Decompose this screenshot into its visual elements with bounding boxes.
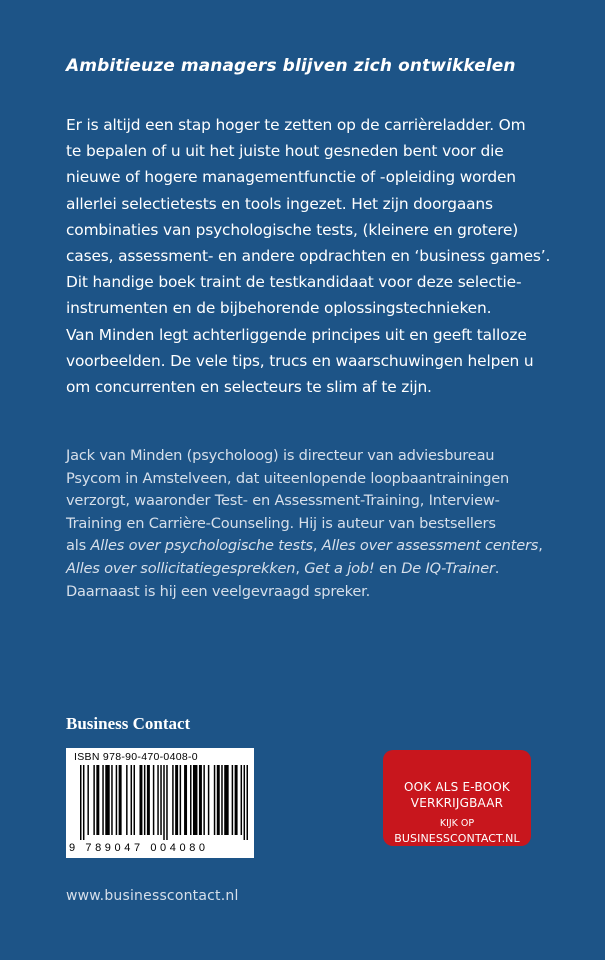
barcode-bar [184, 765, 187, 835]
barcode-bar [139, 765, 142, 835]
book-title: De IQ-Trainer [401, 559, 495, 577]
barcode-bar [217, 765, 220, 835]
barcode-bar [193, 765, 197, 835]
barcode-bar [232, 765, 233, 835]
bio-text: . [494, 559, 500, 577]
author-bio [66, 445, 596, 603]
bio-text: als [66, 537, 91, 555]
book-title: Alles over psychologische tests [90, 537, 313, 555]
barcode-bar [175, 765, 178, 835]
description-line: cases, assessment- en andere opdrachten en ‘business games’. [66, 247, 551, 266]
barcode-bar [87, 765, 88, 835]
barcode-bar [221, 765, 222, 835]
bio-line-bestsellers [66, 535, 596, 558]
barcode-bar [180, 765, 181, 835]
barcode-bar [157, 765, 158, 835]
description-line: Van Minden legt achterliggende principes uit en geeft talloze [66, 325, 527, 344]
bio-line: verzorgt, waaronder Test- en Assessment-Training, Interview- [66, 492, 500, 510]
bio-text: en [374, 559, 402, 577]
badge-line: BUSINESSCONTACT.NL [394, 832, 520, 845]
barcode-bar [208, 765, 209, 835]
barcode-bar [166, 765, 167, 840]
barcode-bar [134, 765, 135, 835]
barcode-bar [214, 765, 215, 835]
book-description [66, 112, 586, 400]
bio-line-bestsellers [66, 558, 596, 581]
barcode-bar [163, 765, 164, 840]
description-line: Er is altijd een stap hoger te zetten op de carrièreladder. Om [66, 116, 526, 134]
barcode-bar [144, 765, 145, 835]
book-title: Get a job! [304, 559, 375, 577]
barcode-bar [235, 765, 238, 835]
isbn-barcode [66, 748, 254, 858]
description-line: voorbeelden. De vele tips, trucs en waarschuwingen helpen u [66, 351, 534, 370]
barcode-bar [131, 765, 132, 835]
bio-line: Jack van Minden (psycholoog) is directeur van adviesbureau [66, 447, 495, 464]
barcode-bars [80, 765, 248, 840]
badge-line: KIJK OP [439, 818, 475, 829]
book-title: Alles over sollicitatiegesprekken [66, 559, 296, 577]
website-url: www.businesscontact.nl [66, 888, 239, 904]
ebook-badge [383, 750, 531, 846]
description-line: combinaties van psychologische tests, (kleinere en grotere) [66, 220, 519, 239]
bio-text: , [538, 537, 543, 555]
barcode-bar [116, 765, 117, 835]
back-cover-heading: Ambitieuze managers blijven zich ontwikkelen [66, 56, 516, 76]
bio-line: Training en Carrière-Counseling. Hij is auteur van bestsellers [66, 514, 496, 532]
barcode-bar [111, 765, 112, 835]
barcode-bar [172, 765, 173, 835]
bio-text: , [295, 559, 305, 577]
book-title: Alles over assessment centers [321, 537, 539, 555]
barcode-bar [96, 765, 99, 835]
barcode-bar [224, 765, 228, 835]
barcode-bar [105, 765, 109, 835]
barcode-bar [199, 765, 202, 835]
description-line: te bepalen of u uit het juiste hout gesneden bent voor die [66, 142, 504, 161]
publisher-name: Business Contact [66, 714, 191, 733]
description-line: nieuwe of hogere managementfunctie of -opleiding worden [66, 168, 516, 187]
barcode-bar [153, 765, 154, 835]
isbn-label: ISBN 978-90-470-0408-0 [74, 751, 198, 763]
barcode-bar [83, 765, 84, 840]
barcode-bar [190, 765, 191, 835]
bio-line: Daarnaast is hij een veelgevraagd spreker. [66, 582, 371, 600]
bio-text: , [312, 537, 322, 555]
barcode-bar [160, 765, 161, 835]
barcode-bar [203, 765, 204, 835]
description-line: instrumenten en de bijbehorende oplossingstechnieken. [66, 299, 492, 318]
barcode-bar [247, 765, 248, 840]
barcode-bar [147, 765, 150, 835]
description-line: allerlei selectietests en tools ingezet. Het zijn doorgaans [66, 194, 493, 213]
badge-line: VERKRIJGBAAR [410, 796, 504, 810]
barcode-bar [119, 765, 122, 835]
bio-line: Psycom in Amstelveen, dat uiteenlopende loopbaantrainingen [66, 469, 510, 487]
barcode-bar [93, 765, 94, 835]
barcode-number: 9 789047 004080 [69, 842, 209, 854]
description-line: om concurrenten en selecteurs te slim af te zijn. [66, 378, 432, 397]
barcode-bar [244, 765, 245, 840]
barcode-bar [241, 765, 242, 835]
barcode-bar [102, 765, 103, 835]
description-line: Dit handige boek traint de testkandidaat voor deze selectie- [66, 273, 522, 292]
barcode-bar [126, 765, 127, 835]
barcode-bar [80, 765, 81, 840]
badge-line: OOK ALS E-BOOK [404, 780, 510, 794]
